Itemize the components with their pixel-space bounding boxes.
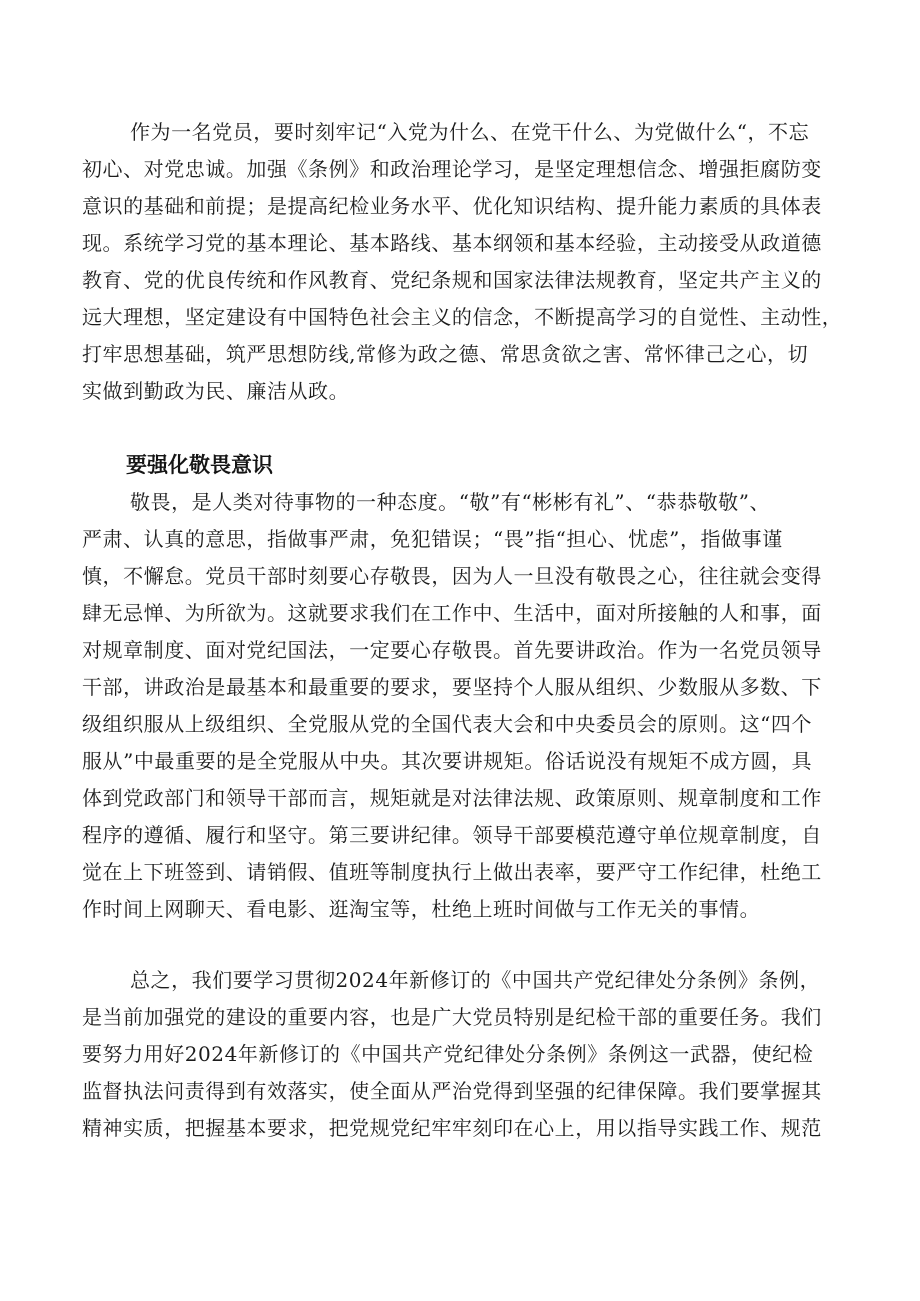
paragraph-2-line: 级组织服从上级组织、全党服从党的全国代表大会和中央委员会的原则。这“四个	[82, 712, 813, 736]
paragraph-3-line: 是当前加强党的建设的重要内容，也是广大党员特别是纪检干部的重要任务。我们	[82, 1005, 822, 1029]
paragraph-3-line: 要努力用好2024年新修订的《中国共产党纪律处分条例》条例这一武器，使纪检	[82, 1042, 814, 1066]
paragraph-1-line: 意识的基础和前提；是提高纪检业务水平、优化知识结构、提升能力素质的具体表	[82, 194, 822, 218]
paragraph-2-line: 干部，讲政治是最基本和最重要的要求，要坚持个人服从组织、少数服从多数、下	[82, 675, 822, 699]
paragraph-2-line: 严肃、认真的意思，指做事严肃，免犯错误；“畏”指“担心、忧虑”，指做事谨	[82, 527, 783, 551]
paragraph-2-line: 肆无忌惮、为所欲为。这就要求我们在工作中、生活中，面对所接触的人和事，面	[82, 601, 822, 625]
paragraph-1-line: 远大理想，坚定建设有中国特色社会主义的信念，不断提高学习的自觉性、主动性，	[82, 305, 843, 329]
paragraph-1-line: 作为一名党员，要时刻牢记“入党为什么、在党干什么、为党做什么“，不忘	[130, 120, 810, 144]
paragraph-1-line: 打牢思想基础，筑严思想防线,常修为政之德、常思贪欲之害、常怀律己之心，切	[82, 342, 809, 366]
paragraph-2-line: 觉在上下班签到、请销假、值班等制度执行上做出表率，要严守工作纪律，杜绝工	[82, 860, 822, 884]
paragraph-3-line: 监督执法问责得到有效落实，使全面从严治党得到坚强的纪律保障。我们要掌握其	[82, 1079, 822, 1103]
paragraph-1-line: 现。系统学习党的基本理论、基本路线、基本纲领和基本经验，主动接受从政道德	[82, 231, 822, 255]
paragraph-2-line: 服从”中最重要的是全党服从中央。其次要讲规矩。俗话说没有规矩不成方圆，具	[82, 749, 813, 773]
paragraph-2-line: 体到党政部门和领导干部而言，规矩就是对法律法规、政策原则、规章制度和工作	[82, 786, 822, 810]
paragraph-2-line: 慎，不懈怠。党员干部时刻要心存敬畏，因为人一旦没有敬畏之心，往往就会变得	[82, 564, 822, 588]
paragraph-3-line: 精神实质，把握基本要求，把党规党纪牢牢刻印在心上，用以指导实践工作、规范	[82, 1116, 822, 1140]
paragraph-1-line: 初心、对党忠诚。加强《条例》和政治理论学习，是坚定理想信念、增强拒腐防变	[82, 157, 822, 181]
paragraph-2-line: 程序的遵循、履行和坚守。第三要讲纪律。领导干部要模范遵守单位规章制度，自	[82, 823, 822, 847]
section-heading: 要强化敬畏意识	[126, 453, 273, 477]
paragraph-2-line: 对规章制度、面对党纪国法，一定要心存敬畏。首先要讲政治。作为一名党员领导	[82, 638, 822, 662]
paragraph-1-line: 实做到勤政为民、廉洁从政。	[82, 379, 350, 403]
paragraph-2-line: 作时间上网聊天、看电影、逛淘宝等，杜绝上班时间做与工作无关的事情。	[82, 897, 761, 921]
paragraph-3-line: 总之，我们要学习贯彻2024年新修订的《中国共产党纪律处分条例》条例，	[130, 968, 821, 992]
paragraph-1-line: 教育、党的优良传统和作风教育、党纪条规和国家法律法规教育，坚定共产主义的	[82, 268, 822, 292]
paragraph-2-line: 敬畏，是人类对待事物的一种态度。“敬”有“彬彬有礼”、“恭恭敬敬”、	[130, 490, 771, 514]
